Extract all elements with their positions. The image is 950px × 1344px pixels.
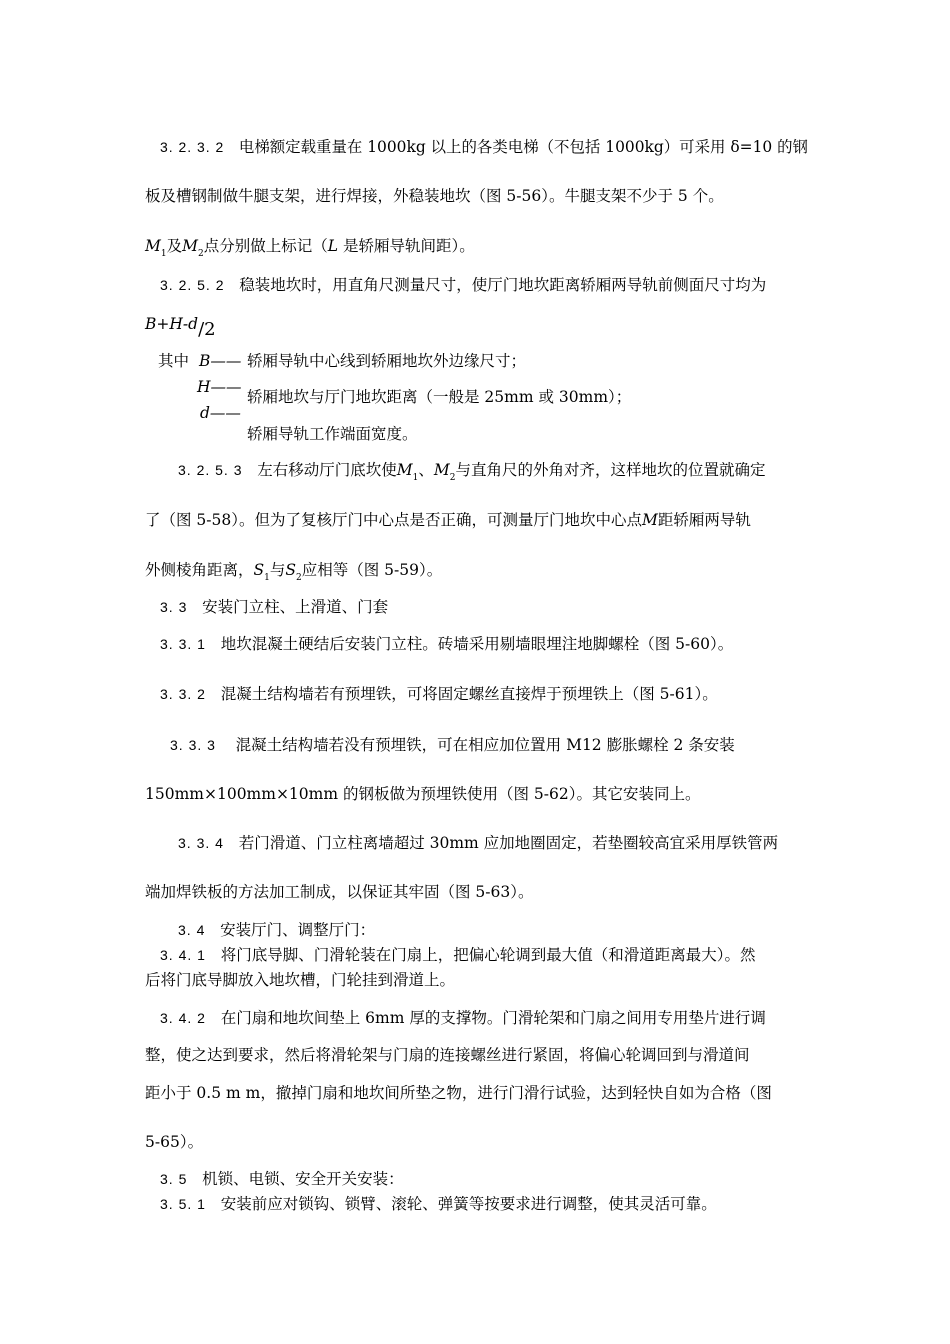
para-332	[160, 684, 718, 704]
para-text: 电梯额定载重量在 1000kg 以上的各类电梯（不包括 1000kg）可采用 δ=10 的钢	[238, 138, 808, 156]
symbol-l: L	[327, 237, 339, 255]
text: 左右移动厅门底坎使	[257, 461, 397, 479]
symbol-m1: M	[396, 461, 413, 479]
para-334-line2: 端加焊铁板的方法加工制成，以保证其牢固（图 5-63）。	[145, 883, 534, 901]
para-3253-line2	[145, 510, 751, 530]
section-number: 3. 4. 1	[160, 947, 206, 963]
section-number: 3. 2. 3. 2	[160, 139, 225, 155]
def-d-symbol	[200, 403, 241, 423]
section-number: 3. 5. 1	[160, 1196, 206, 1212]
section-number: 3. 3. 2	[160, 686, 206, 702]
subscript: 1	[264, 573, 270, 583]
defs-label: 其中	[158, 352, 190, 370]
para-3252-line1	[160, 275, 766, 295]
para-3253-line3	[145, 560, 442, 588]
subscript: 2	[449, 473, 456, 483]
para-341-line1	[160, 945, 755, 965]
para-342-line4: 5-65）。	[145, 1133, 204, 1151]
formula-expression: B+H-d	[145, 315, 199, 333]
symbol-b: B——	[199, 352, 242, 370]
symbol-m2: M	[433, 461, 450, 479]
subscript: 2	[296, 573, 302, 583]
heading-text: 机锁、电锁、安全开关安装：	[202, 1170, 404, 1188]
para-342-line1	[160, 1008, 766, 1028]
para-text: 将门底导脚、门滑轮装在门扇上，把偏心轮调到最大值（和滑道距离最大）。然	[220, 946, 756, 964]
para-text: 在门扇和地坎间垫上 6mm 厚的支撑物。门滑轮架和门扇之间用专用垫片进行调	[220, 1009, 766, 1027]
section-number: 3. 3. 1	[160, 636, 206, 652]
section-number: 3. 4. 2	[160, 1010, 206, 1026]
para-341-line2: 后将门底导脚放入地坎槽，门轮挂到滑道上。	[145, 971, 456, 989]
text: 与	[269, 561, 286, 579]
symbol-s1: S	[253, 561, 265, 579]
subscript: 1	[160, 249, 167, 259]
para-3232-line2: 板及槽钢制做牛腿支架，进行焊接，外稳装地坎（图 5-56）。牛腿支架不少于 5 个。	[145, 187, 724, 205]
symbol-m: M	[642, 511, 658, 529]
text: 与直角尺的外角对齐，这样地坎的位置就确定	[455, 461, 766, 479]
marker-line	[145, 236, 475, 264]
para-3232-line1	[160, 137, 808, 157]
section-number: 3. 2. 5. 3	[178, 462, 243, 478]
heading-text: 安装厅门、调整厅门：	[220, 921, 376, 939]
para-342-line3: 距小于 0.5 m m，撤掉门扇和地坎间所垫之物，进行门滑行试验，达到轻快自如为合格（图	[145, 1084, 772, 1102]
def-b-text: 轿厢导轨中心线到轿厢地坎外边缘尺寸；	[247, 352, 527, 370]
heading-34	[178, 920, 375, 940]
para-3253-line1	[178, 460, 766, 488]
section-number: 3. 3. 3	[170, 737, 216, 753]
text: 距轿厢两导轨	[657, 511, 751, 529]
formula	[145, 314, 216, 340]
para-text: 混凝土结构墙若有预埋铁，可将固定螺丝直接焊于预埋铁上（图 5-61）。	[220, 685, 718, 703]
para-text: 若门滑道、门立柱离墙超过 30mm 应加地圈固定，若垫圈较高宜采用厚铁管两	[238, 834, 779, 852]
text: 了（图 5-58）。但为了复核厅门中心点是否正确，可测量厅门地坎中心点	[145, 511, 643, 529]
para-333-line1	[170, 735, 735, 755]
subscript: 1	[412, 473, 419, 483]
subscript: 2	[198, 249, 204, 259]
def-d-text: 轿厢导轨工作端面宽度。	[247, 425, 418, 443]
def-b-symbol	[199, 351, 241, 371]
symbol-s2: S	[285, 561, 297, 579]
para-text: 稳装地坎时，用直角尺测量尺寸，使厅门地坎距离轿厢两导轨前侧面尺寸均为	[239, 276, 767, 294]
section-number: 3. 3	[160, 599, 188, 615]
para-351	[160, 1194, 717, 1214]
text: 外侧棱角距离，	[145, 561, 254, 579]
text: 是轿厢导轨间距）。	[338, 237, 475, 255]
para-text: 地坎混凝土硬结后安装门立柱。砖墙采用剔墙眼埋注地脚螺栓（图 5-60）。	[220, 635, 734, 653]
text: 及	[166, 237, 183, 255]
para-342-line2: 整，使之达到要求，然后将滑轮架与门扇的连接螺丝进行紧固，将偏心轮调回到与滑道间	[145, 1046, 750, 1064]
para-333-line2: 150mm×100mm×10mm 的钢板做为预埋铁使用（图 5-62）。其它安装同上。	[145, 785, 701, 803]
symbol-m2: M	[182, 237, 198, 255]
section-number: 3. 2. 5. 2	[160, 277, 225, 293]
symbol-d: d——	[200, 404, 241, 422]
formula-tail: /2	[198, 319, 216, 340]
para-text: 安装前应对锁钩、锁臂、滚轮、弹簧等按要求进行调整，使其灵活可靠。	[220, 1195, 717, 1213]
heading-35	[160, 1169, 404, 1189]
symbol-m1: M	[145, 237, 161, 255]
text: 、	[418, 461, 434, 479]
section-number: 3. 5	[160, 1171, 188, 1187]
text: 应相等（图 5-59）。	[301, 561, 443, 579]
para-334-line1	[178, 833, 778, 853]
para-text: 混凝土结构墙若没有预埋铁，可在相应加位置用 M12 膨胀螺栓 2 条安装	[235, 736, 735, 754]
para-331	[160, 634, 733, 654]
def-h-text: 轿厢地坎与厅门地坎距离（一般是 25mm 或 30mm）；	[247, 388, 632, 406]
section-number: 3. 4	[178, 922, 206, 938]
text: 点分别做上标记（	[203, 237, 328, 255]
heading-text: 安装门立柱、上滑道、门套	[202, 598, 389, 616]
section-number: 3. 3. 4	[178, 835, 224, 851]
symbol-h: H——	[197, 378, 242, 396]
def-h-symbol	[197, 377, 242, 397]
heading-33	[160, 597, 388, 617]
